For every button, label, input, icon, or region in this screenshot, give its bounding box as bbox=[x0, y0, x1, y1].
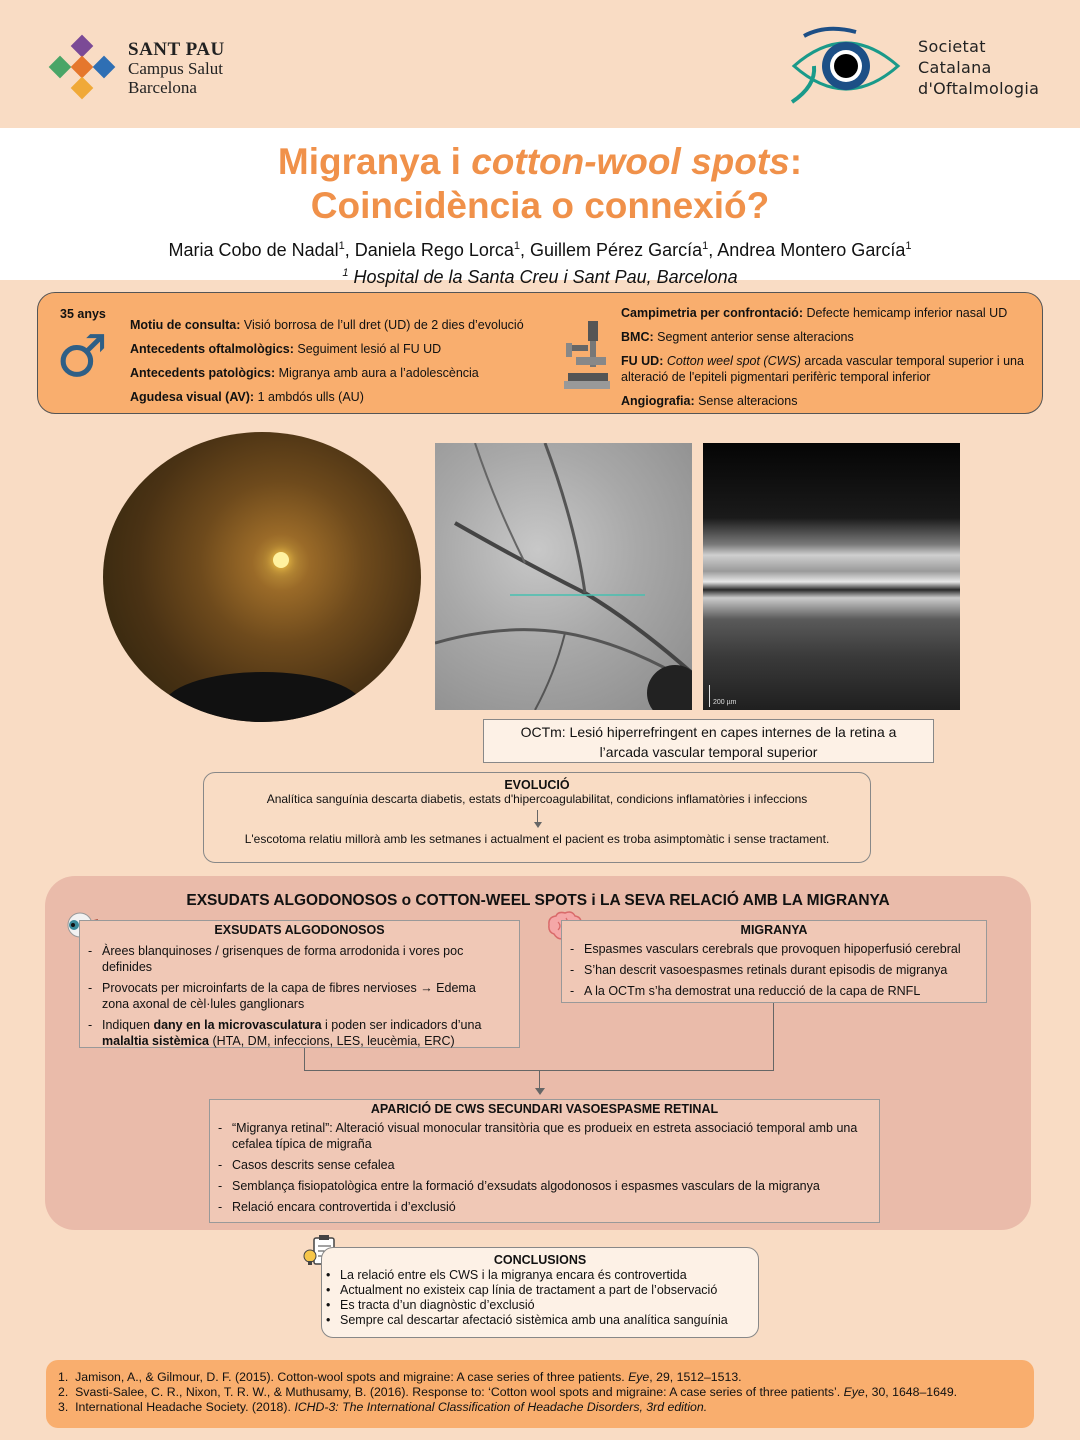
exsudats-box bbox=[79, 920, 520, 1048]
case-motiu bbox=[130, 317, 570, 333]
conclusion-text: Actualment no existeix cap línia de tractament a part de l’observació bbox=[340, 1283, 718, 1297]
case-fu-ud bbox=[621, 353, 1031, 385]
case-label: BMC: bbox=[621, 330, 654, 344]
aparicio-title: APARICIÓ DE CWS SECUNDARI VASOESPASME RETINAL bbox=[370, 1102, 719, 1116]
author-sup: 1 bbox=[905, 240, 912, 252]
case-label: Motiu de consulta: bbox=[130, 318, 241, 332]
author-name: Maria Cobo de Nadal bbox=[168, 240, 339, 260]
conclusion-text: La relació entre els CWS i la migranya encara és controvertida bbox=[340, 1268, 687, 1282]
case-value: Segment anterior sense alteracions bbox=[653, 330, 854, 344]
list-item bbox=[322, 1283, 758, 1298]
case-value: Sense alteracions bbox=[694, 394, 798, 408]
purple-diamond-icon bbox=[71, 35, 94, 58]
list-item bbox=[562, 941, 986, 957]
aparicio-item-text: Relació encara controvertida i d’exclusió bbox=[232, 1200, 456, 1214]
sant-pau-logo bbox=[46, 34, 126, 104]
title-band bbox=[0, 128, 1080, 287]
societat-wordmark bbox=[918, 36, 1039, 99]
author-sep: , bbox=[708, 240, 718, 260]
list-item bbox=[562, 983, 986, 999]
yellow-diamond-icon bbox=[71, 77, 94, 100]
case-label: Campimetria per confrontació: bbox=[621, 306, 803, 320]
list-item bbox=[562, 962, 986, 978]
case-value: Visió borrosa de l’ull dret (UD) de 2 dies d’evolució bbox=[240, 318, 524, 332]
aparicio-list bbox=[210, 1120, 879, 1215]
migranya-item-text: A la OCTm s’ha demostrat una reducció de la capa de RNFL bbox=[584, 984, 921, 998]
oct-scale-bar bbox=[709, 685, 710, 707]
connector-line bbox=[304, 1048, 305, 1070]
migranya-item-text: Espasmes vasculars cerebrals que provoquen hipoperfusió cerebral bbox=[584, 942, 961, 956]
title-line1 bbox=[0, 140, 1080, 184]
case-value: Migranya amb aura a l’adolescència bbox=[275, 366, 479, 380]
oct-scan bbox=[703, 443, 960, 710]
case-label: Antecedents oftalmològics: bbox=[130, 342, 294, 356]
affiliation-text: Hospital de la Santa Creu i Sant Pau, Barcelona bbox=[353, 267, 738, 287]
list-item bbox=[210, 1120, 871, 1152]
fundus-photo bbox=[103, 432, 421, 722]
case-antecedents-oft bbox=[130, 341, 570, 357]
list-item bbox=[80, 980, 505, 1012]
reference-text: International Headache Society. (2018). bbox=[75, 1400, 295, 1414]
conclusions-list bbox=[322, 1268, 758, 1328]
case-campimetria bbox=[621, 305, 1031, 321]
conclusion-text: Sempre cal descartar afectació sistèmica amb una analítica sanguínia bbox=[340, 1313, 728, 1327]
slit-lamp-icon bbox=[562, 317, 612, 393]
references-list bbox=[46, 1360, 1034, 1415]
list-item bbox=[210, 1157, 871, 1173]
reference-text: Svasti-Salee, C. R., Nixon, T. R. W., & Muthusamy, B. (2016). Response to: ‘Cotton wool spots and migraine: A case series of three patients’. bbox=[75, 1385, 844, 1399]
case-bmc bbox=[621, 329, 1031, 345]
list-item bbox=[322, 1298, 758, 1313]
connector-line bbox=[773, 1003, 774, 1070]
green-diamond-icon bbox=[49, 56, 72, 79]
societat-line2: Catalana bbox=[918, 58, 992, 77]
case-value: arcada vascular temporal superior i una alteració de l'epiteli pigmentari perifèric temporal inferior bbox=[621, 354, 1024, 384]
poster-header bbox=[0, 0, 1080, 128]
author-sup: 1 bbox=[338, 240, 345, 252]
references-box bbox=[46, 1360, 1034, 1428]
list-item bbox=[322, 1268, 758, 1283]
oct-caption bbox=[483, 719, 934, 763]
exsudats-bold-text: malaltia sistèmica bbox=[102, 1034, 210, 1048]
author-sup: 1 bbox=[702, 240, 709, 252]
case-antecedents-pat bbox=[130, 365, 570, 381]
aparicio-item-text: Casos descrits sense cefalea bbox=[232, 1158, 395, 1172]
migranya-title: MIGRANYA bbox=[740, 923, 808, 937]
oct-caption-line1: OCTm: Lesió hiperrefringent en capes internes de la retina a bbox=[520, 724, 897, 740]
connector-arrow-icon bbox=[535, 1088, 545, 1095]
title-line2: Coincidència o connexió? bbox=[310, 185, 770, 226]
societat-line3: d'Oftalmologia bbox=[918, 79, 1040, 98]
cws-section-title: EXSUDATS ALGODONOSOS o COTTON-WEEL SPOTS i LA SEVA RELACIÓ AMB LA MIGRANYA bbox=[186, 892, 890, 909]
reference-number: 3. bbox=[58, 1400, 69, 1414]
societat-line1: Societat bbox=[918, 37, 986, 56]
exsudats-item-text: i poden ser indicadors d’una bbox=[321, 1018, 482, 1032]
exsudats-item-text: Provocats per microinfarts de la capa de fibres nervioses → Edema zona axonal de cèl·lules ganglionars bbox=[102, 981, 476, 1011]
case-value: 1 ambdós ulls (AU) bbox=[254, 390, 364, 404]
list-item bbox=[80, 1017, 505, 1049]
sant-pau-line3: Barcelona bbox=[128, 78, 197, 97]
case-box bbox=[37, 292, 1043, 414]
case-label: Agudesa visual (AV): bbox=[130, 390, 255, 404]
reference-text: , 30, 1648–1649. bbox=[864, 1385, 958, 1399]
evolucio-arrow bbox=[204, 807, 870, 829]
case-label: Angiografia: bbox=[621, 394, 695, 408]
evolucio-title: EVOLUCIÓ bbox=[504, 778, 570, 792]
conclusions-box bbox=[321, 1247, 759, 1338]
case-label: FU UD: bbox=[621, 354, 664, 368]
connector-line bbox=[539, 1070, 540, 1090]
orange-diamond-icon bbox=[71, 56, 94, 79]
case-label: Antecedents patològics: bbox=[130, 366, 276, 380]
case-angiografia bbox=[621, 393, 1031, 409]
sant-pau-line1: SANT PAU bbox=[128, 39, 225, 60]
list-item bbox=[210, 1199, 871, 1215]
male-symbol-icon: ♂ bbox=[56, 322, 108, 390]
affiliation-sup: 1 bbox=[342, 267, 349, 279]
author-sep: , bbox=[344, 240, 355, 260]
case-value: Defecte hemicamp inferior nasal UD bbox=[802, 306, 1008, 320]
societat-eye-logo-icon bbox=[786, 26, 906, 108]
eyelash-shadow bbox=[163, 672, 363, 722]
evolucio-line1: Analítica sanguínia descarta diabetis, estats d'hipercoagulabilitat, condicions inflamatòries i infeccions bbox=[266, 792, 808, 806]
evolucio-line2: L'escotoma relatiu millorà amb les setmanes i actualment el pacient es troba asimptomàtic i sense tractament. bbox=[244, 832, 830, 846]
sant-pau-line2: Campus Salut bbox=[128, 59, 223, 78]
oct-scale-label: 200 µm bbox=[713, 699, 737, 706]
author-sep: , bbox=[520, 240, 531, 260]
affiliation bbox=[0, 262, 1080, 288]
exsudats-item-text: Àrees blanquinoses / grisenques de forma arrodonida i vores poc definides bbox=[102, 944, 464, 974]
reference-number: 2. bbox=[58, 1385, 69, 1399]
aparicio-item-text: “Migranya retinal”: Alteració visual monocular transitòria que es produeix en estreta associació temporal amb una cefalea típica de migraña bbox=[232, 1121, 858, 1151]
exsudats-item-text: Indiquen bbox=[102, 1018, 154, 1032]
conclusion-text: Es tracta d’un diagnòstic d’exclusió bbox=[340, 1298, 535, 1312]
reference-text: Jamison, A., & Gilmour, D. F. (2015). Cotton-wool spots and migraine: A case series of three patients. bbox=[75, 1370, 629, 1384]
reference-text: , 29, 1512–1513. bbox=[649, 1370, 742, 1384]
reference-number: 1. bbox=[58, 1370, 69, 1384]
patient-age: 35 anys bbox=[60, 307, 106, 321]
migranya-box bbox=[561, 920, 987, 1003]
reference-item bbox=[58, 1370, 1034, 1385]
optic-disc bbox=[273, 552, 289, 568]
reference-italic: ICHD-3: The International Classification of Headache Disorders, 3rd edition. bbox=[294, 1400, 708, 1414]
infrared-retina-photo bbox=[435, 443, 692, 710]
evolucio-box bbox=[203, 772, 871, 863]
sant-pau-wordmark bbox=[128, 40, 225, 97]
authors-line bbox=[0, 234, 1080, 262]
blue-diamond-icon bbox=[93, 56, 116, 79]
case-right-column bbox=[621, 305, 1031, 409]
list-item bbox=[210, 1178, 871, 1194]
oct-caption-line2: l’arcada vascular temporal superior bbox=[599, 744, 818, 760]
migranya-item-text: S’han descrit vasoespasmes retinals durant episodis de migranya bbox=[584, 963, 948, 977]
reference-item bbox=[58, 1385, 1034, 1400]
title-part-italic: cotton-wool spots bbox=[471, 141, 790, 182]
author-name: Andrea Montero García bbox=[717, 240, 906, 260]
case-value: Seguiment lesió al FU UD bbox=[293, 342, 442, 356]
author-name: Daniela Rego Lorca bbox=[354, 240, 514, 260]
author-name: Guillem Pérez García bbox=[530, 240, 703, 260]
title-part-colon: : bbox=[789, 141, 803, 182]
case-agudesa bbox=[130, 389, 570, 405]
reference-italic: Eye bbox=[628, 1370, 650, 1384]
author-sup: 1 bbox=[513, 240, 521, 252]
case-left-column bbox=[130, 317, 570, 405]
exsudats-title: EXSUDATS ALGODONOSOS bbox=[214, 923, 385, 937]
aparicio-item-text: Semblança fisiopatològica entre la formació d’exsudats algodonosos i espasmes vasculars de la migranya bbox=[232, 1179, 820, 1193]
list-item bbox=[322, 1313, 758, 1328]
conclusions-title: CONCLUSIONS bbox=[493, 1253, 587, 1267]
title-part-a: Migranya i bbox=[277, 141, 472, 182]
list-item bbox=[80, 943, 505, 975]
case-value-italic: Cotton weel spot (CWS) bbox=[663, 354, 801, 368]
exsudats-list bbox=[80, 943, 519, 1049]
reference-item bbox=[58, 1400, 1034, 1415]
exsudats-item-text: (HTA, DM, infeccions, LES, leucèmia, ERC) bbox=[209, 1034, 455, 1048]
exsudats-bold-text: dany en la microvasculatura bbox=[153, 1018, 322, 1032]
migranya-list bbox=[562, 941, 986, 999]
aparicio-box bbox=[209, 1099, 880, 1223]
retinal-vessels bbox=[435, 443, 692, 710]
reference-italic: Eye bbox=[843, 1385, 865, 1399]
